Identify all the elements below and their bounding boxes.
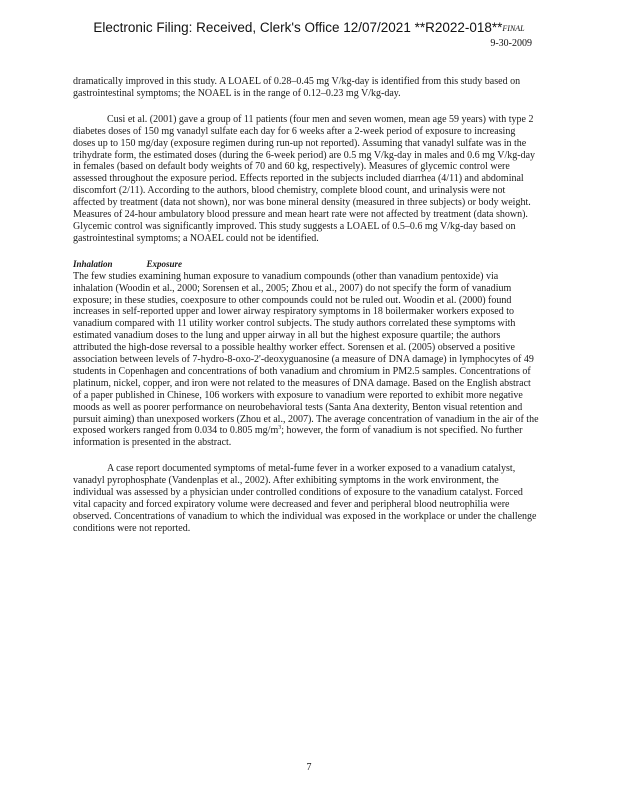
- filing-header-text: Electronic Filing: Received, Clerk's Office 12/07/2021 **R2022-018**: [93, 20, 503, 35]
- document-date: 9-30-2009: [490, 38, 532, 49]
- paragraph-cusi-study: Cusi et al. (2001) gave a group of 11 patients (four men and seven women, mean age 59 years) with type 2 diabetes doses of 150 mg vanadyl sulfate each day for 6 weeks after a 2-week period of exposure to increasing doses up to 150 mg/day (exposure regimen during run-up not reported). Assuming that vanadyl sulfate was in the trihydrate form, the estimated doses (during the 6-week period) are 0.5 mg V/kg-day in males and 0.6 mg V/kg-day in females (based on default body weights of 70 and 60 kg, respectively). Measures of glycemic control were assessed throughout the exposure period. Effects reported in the subjects included diarrhea (4/11) and abdominal discomfort (2/11). According to the authors, blood chemistry, complete blood count, and urinalysis were not affected by treatment (data not shown), nor was bone mineral density (measured in three subjects) or body weight. Measures of 24-hour ambulatory blood pressure and mean heart rate were not affected by treatment (data shown). Glycemic control was significantly improved. This study suggests a LOAEL of 0.5–0.6 mg V/kg-day based on gastrointestinal symptoms; a NOAEL could not be identified.: [73, 113, 536, 244]
- heading-word-exposure: Exposure: [146, 258, 183, 269]
- final-stamp: FINAL: [502, 24, 525, 33]
- heading-word-inhalation: Inhalation: [73, 258, 113, 269]
- page-number: 7: [306, 762, 312, 773]
- paragraph-loael-summary: dramatically improved in this study. A LOAEL of 0.28–0.45 mg V/kg-day is identified from this study based on gastrointestinal symptoms; the NOAEL is in the range of 0.12–0.23 mg V/kg-day.: [73, 76, 521, 99]
- paragraph-case-report: A case report documented symptoms of metal-fume fever in a worker exposed to a vanadium catalyst, vanadyl pyrophosphate (Vandenplas et al., 2002). After exhibiting symptoms in the work environment, the individual was assessed by a physician under controlled conditions of exposure to the vanadium catalyst. Forced vital capacity and forced expiratory volume were decreased and fever and peripheral blood neutrophilia were observed. Concentrations of vanadium to which the individual was exposed in the workplace or under the challenge conditions were not reported.: [73, 463, 537, 534]
- filing-header: [0, 20, 618, 35]
- paragraph-inhalation-studies: [73, 271, 539, 450]
- section-heading-inhalation: [73, 259, 539, 271]
- document-body: [73, 76, 539, 535]
- inhalation-text: The few studies examining human exposure to vanadium compounds (other than vanadium pentoxide) via inhalation (Woodin et al., 2000; Sorensen et al., 2005; Zhou et al., 2007) do not specify the form of vanadium exposure; in these studies, coexposure to other compounds could not be ruled out. Woodin et al. (2000) found increases in self-reported upper and lower airway respiratory symptoms in 18 boilermaker workers exposed to vanadium compared with 11 utility worker control subjects. The study authors correlated these symptoms with estimated vanadium doses to the lung and upper airway in all but the highest exposure quartile; the authors attributed the high-dose reversal to a possible healthy worker effect. Sorensen et al. (2005) observed a positive association between levels of 7-hydro-8-oxo-2'-deoxyguanosine (a measure of DNA damage) in lymphocytes of 49 students in Copenhagen and concentrations of both vanadium and chromium in PM2.5 samples. Concentrations of platinum, nickel, copper, and iron were not related to the measures of DNA damage. Based on the English abstract of a paper published in Chinese, 106 workers with exposure to vanadium were reported to exhibit more negative moods as well as poorer performance on neurobehavioral tests (Santa Ana dexterity, Benton visual retention and pursuit aiming) than unexposed workers (Zhou et al., 2007). The average concentration of vanadium in the air of the exposed workers ranged from 0.034 to 0.805 mg/m: [73, 270, 539, 437]
- inhalation-text-tail: ; however, the form of vanadium is not specified. No further information is presented in the abstract.: [73, 425, 523, 449]
- superscript-3: 3: [278, 425, 282, 432]
